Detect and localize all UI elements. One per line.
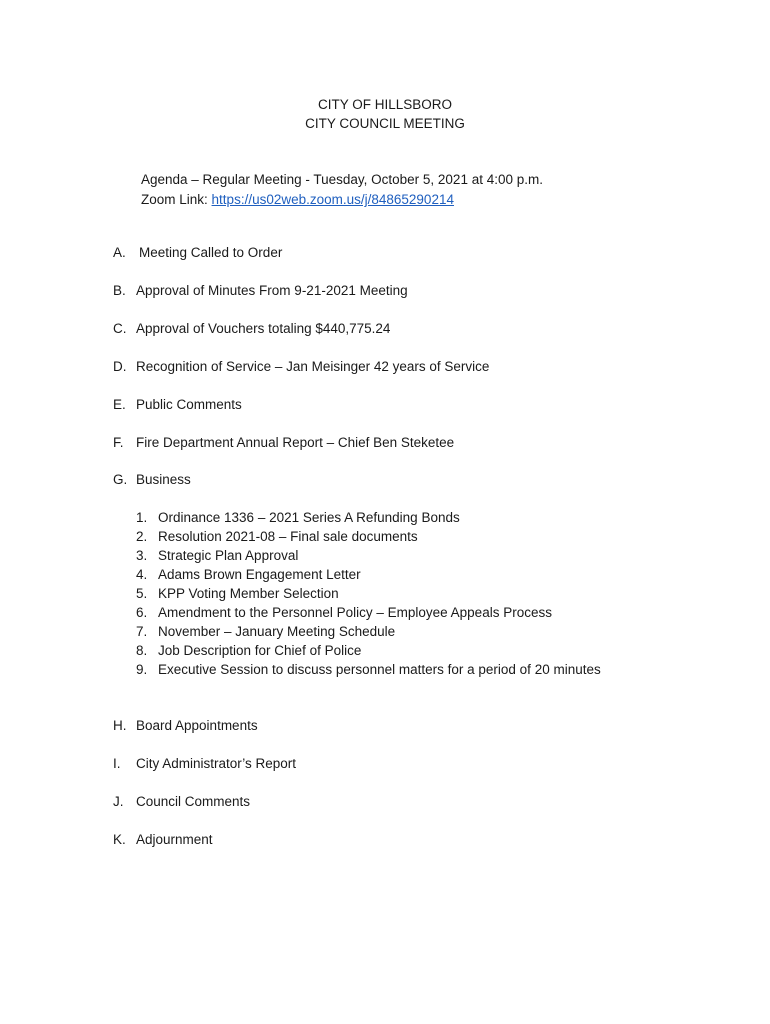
item-text: City Administrator’s Report	[136, 756, 297, 771]
business-item-2	[136, 528, 418, 546]
subitem-number: 4.	[136, 567, 148, 582]
subitem-text: Resolution 2021-08 – Final sale documents	[158, 529, 418, 544]
document-header	[0, 95, 770, 133]
subitem-text: Ordinance 1336 – 2021 Series A Refunding Bonds	[158, 510, 460, 525]
subitem-number: 3.	[136, 548, 148, 563]
item-letter: K.	[113, 832, 126, 847]
city-name: CITY OF HILLSBORO	[317, 97, 453, 112]
business-item-5	[136, 585, 339, 603]
item-text: Recognition of Service – Jan Meisinger 42 years of Service	[136, 359, 490, 374]
subitem-number: 8.	[136, 643, 148, 658]
subitem-number: 1.	[136, 510, 148, 525]
agenda-item-b	[113, 282, 408, 300]
item-letter: F.	[113, 435, 124, 450]
item-letter: D.	[113, 359, 127, 374]
item-text: Public Comments	[136, 397, 242, 412]
subitem-text: Amendment to the Personnel Policy – Employee Appeals Process	[158, 605, 552, 620]
subitem-text: Strategic Plan Approval	[158, 548, 299, 563]
item-letter: A.	[113, 245, 126, 260]
zoom-label: Zoom Link:	[141, 192, 208, 207]
business-item-9	[136, 661, 601, 679]
subitem-text: Executive Session to discuss personnel matters for a period of 20 minutes	[158, 662, 601, 677]
agenda-item-c	[113, 320, 390, 338]
subitem-number: 5.	[136, 586, 148, 601]
business-item-4	[136, 566, 361, 584]
business-item-3	[136, 547, 298, 565]
item-text: Approval of Minutes From 9-21-2021 Meeting	[136, 283, 408, 298]
subitem-text: Adams Brown Engagement Letter	[158, 567, 361, 582]
business-item-8	[136, 642, 361, 660]
item-letter: B.	[113, 283, 126, 298]
item-text: Council Comments	[136, 794, 251, 809]
agenda-item-g	[113, 471, 191, 489]
agenda-item-i	[113, 755, 296, 773]
agenda-item-e	[113, 396, 242, 414]
zoom-link[interactable]: https://us02web.zoom.us/j/84865290214	[211, 192, 454, 207]
item-text: Adjournment	[136, 832, 213, 847]
item-letter: G.	[113, 472, 128, 487]
item-letter: C.	[113, 321, 127, 336]
item-letter: E.	[113, 397, 126, 412]
subitem-number: 2.	[136, 529, 148, 544]
agenda-item-j	[113, 793, 250, 811]
business-item-6	[136, 604, 552, 622]
item-text: Meeting Called to Order	[139, 245, 283, 260]
item-text: Business	[136, 472, 191, 487]
item-text: Approval of Vouchers totaling $440,775.24	[136, 321, 391, 336]
business-item-1	[136, 509, 460, 527]
agenda-item-k	[113, 831, 213, 849]
item-letter: H.	[113, 718, 127, 733]
subitem-number: 7.	[136, 624, 148, 639]
agenda-item-h	[113, 717, 258, 735]
item-letter: J.	[113, 794, 124, 809]
meeting-title: CITY COUNCIL MEETING	[305, 116, 465, 131]
agenda-line: Agenda – Regular Meeting - Tuesday, October 5, 2021 at 4:00 p.m.	[141, 172, 543, 187]
subitem-text: November – January Meeting Schedule	[158, 624, 396, 639]
item-letter: I.	[113, 756, 121, 771]
agenda-item-f	[113, 434, 454, 452]
subitem-text: KPP Voting Member Selection	[158, 586, 339, 601]
meeting-meta	[141, 170, 543, 210]
agenda-item-a	[113, 244, 282, 262]
item-text: Fire Department Annual Report – Chief Ben Steketee	[136, 435, 455, 450]
agenda-item-d	[113, 358, 489, 376]
subitem-text: Job Description for Chief of Police	[158, 643, 362, 658]
subitem-number: 9.	[136, 662, 148, 677]
subitem-number: 6.	[136, 605, 148, 620]
item-text: Board Appointments	[136, 718, 258, 733]
zoom-line	[141, 190, 543, 210]
business-item-7	[136, 623, 395, 641]
